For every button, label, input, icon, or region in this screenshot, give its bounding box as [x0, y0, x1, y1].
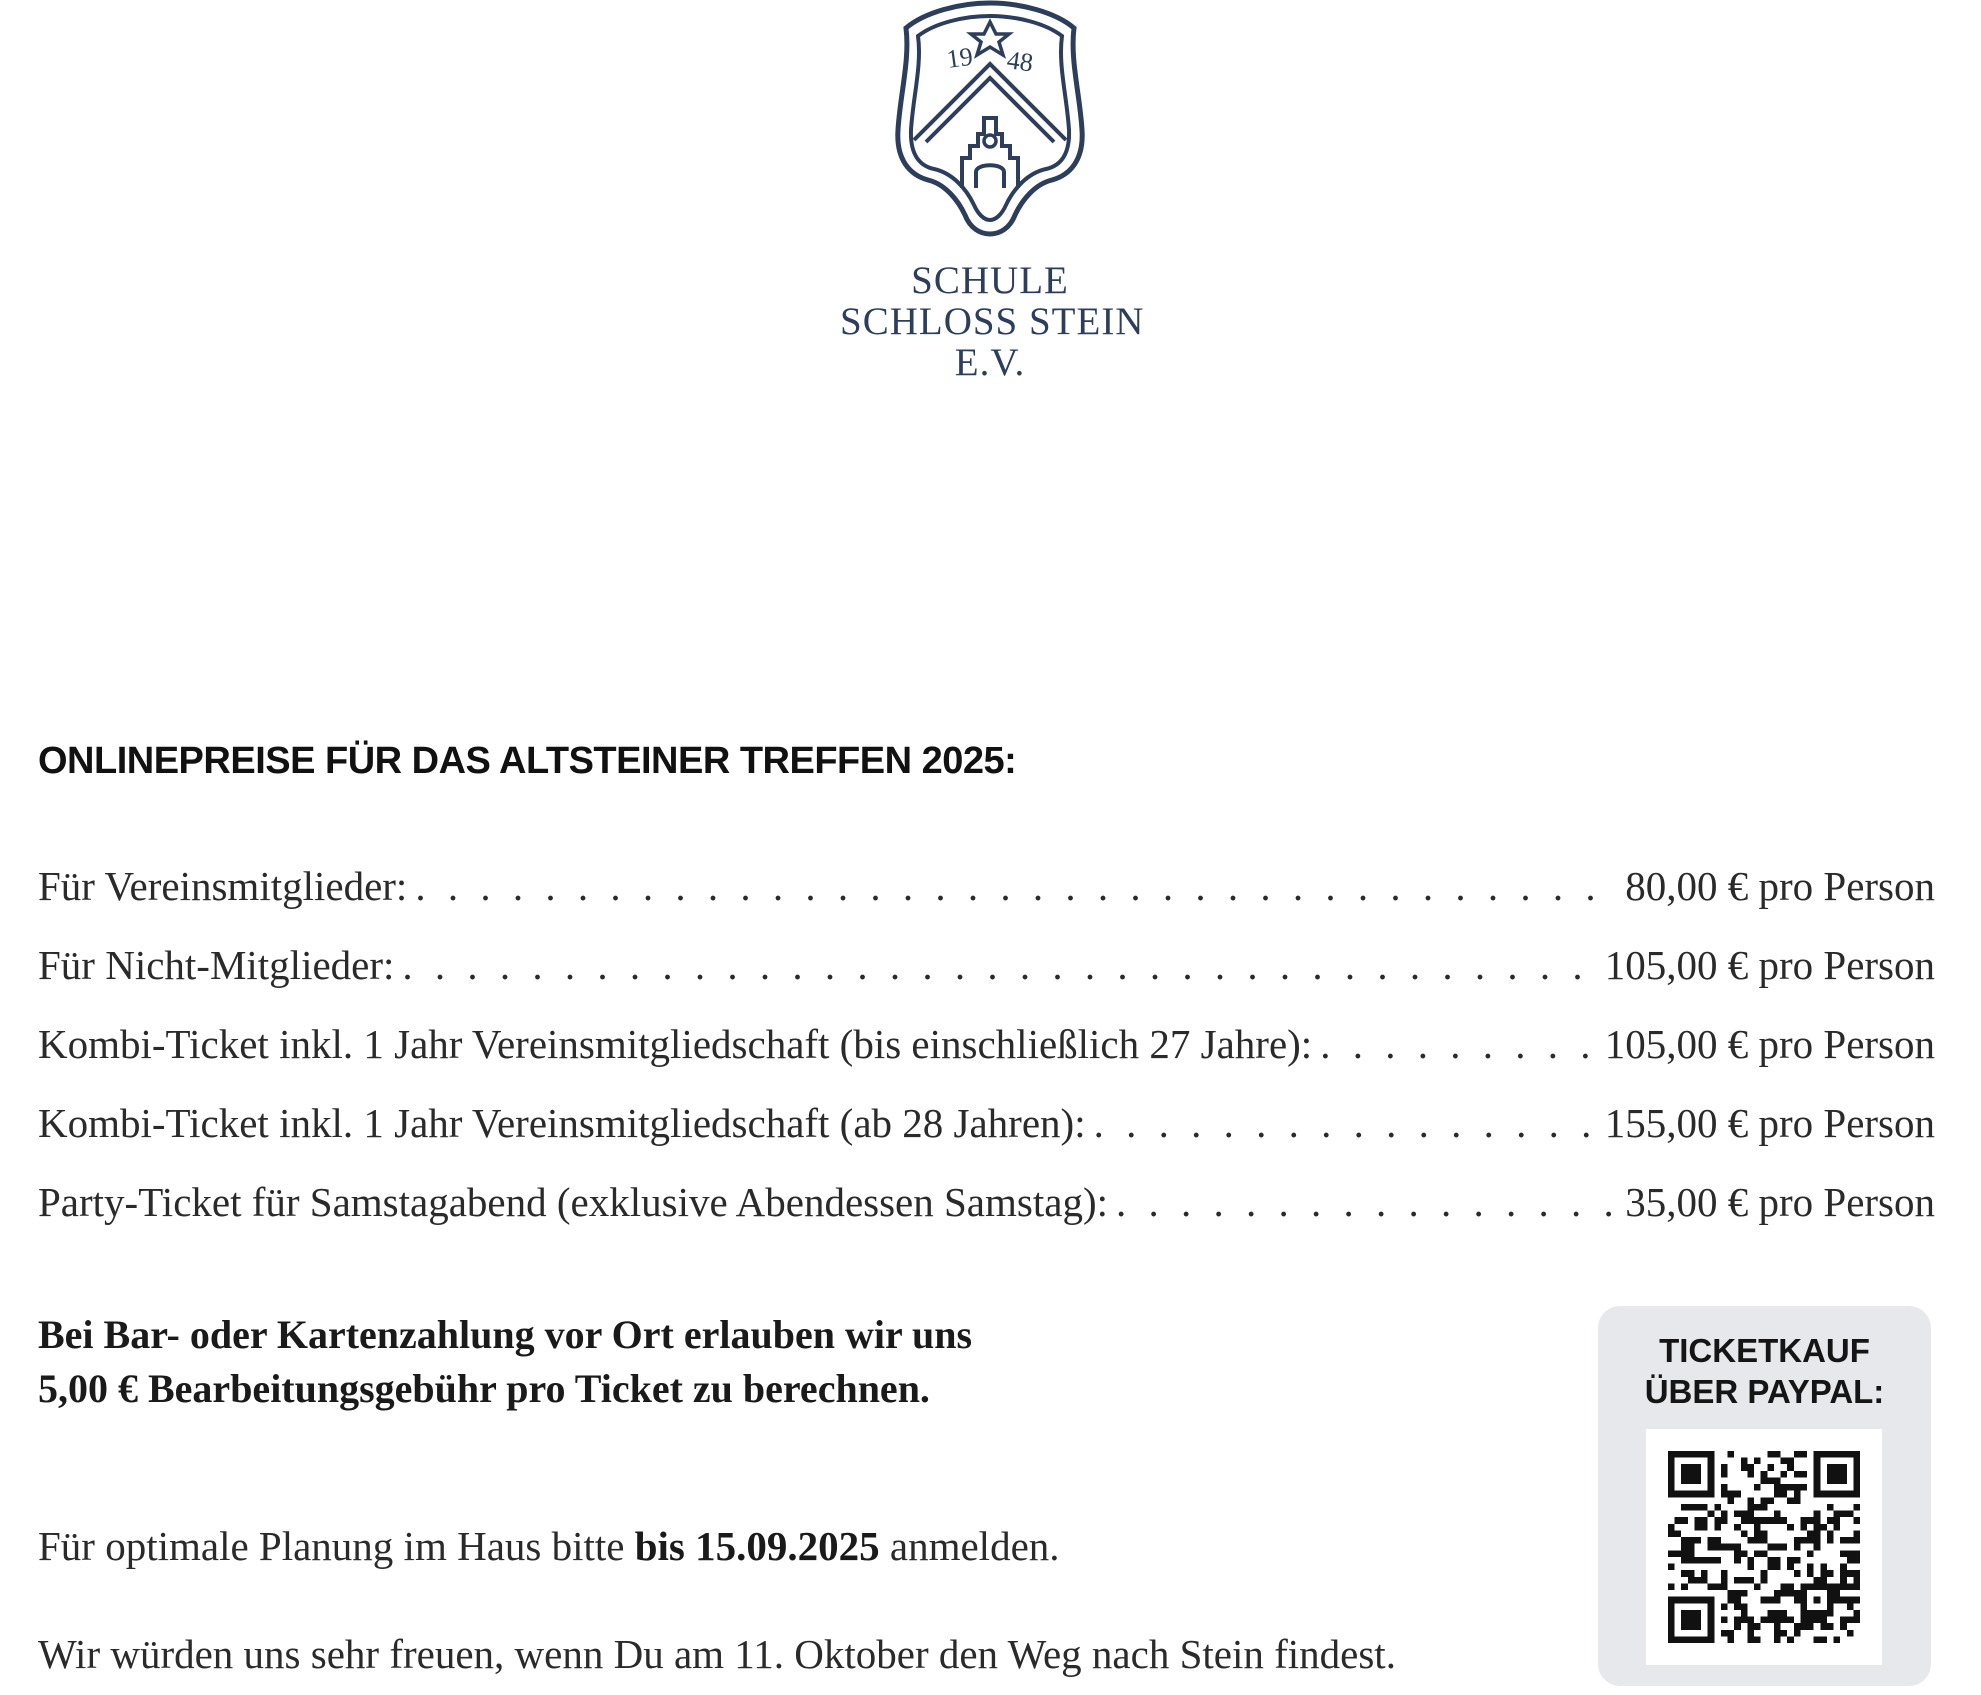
price-label: Für Vereinsmitglieder:	[38, 863, 408, 909]
logo-name-line1: SCHULE	[911, 259, 1069, 302]
price-row	[38, 1178, 1935, 1257]
school-logo	[840, 0, 1145, 390]
price-value: 80,00 € pro Person	[1625, 863, 1935, 909]
closing-text: Wir würden uns sehr freuen, wenn Du am 11. Oktober den Weg nach Stein findest.	[38, 1631, 1396, 1677]
price-value: 155,00 € pro Person	[1604, 1100, 1935, 1146]
planning-text-before: Für optimale Planung im Haus bitte	[38, 1523, 635, 1569]
dot-leader	[402, 941, 1596, 989]
logo-name-line2: SCHLOSS STEIN	[840, 300, 1145, 343]
logo-name-line3: E.V.	[954, 341, 1026, 384]
paypal-title	[1598, 1330, 1931, 1412]
year-right: 48	[1005, 45, 1035, 78]
dot-leader	[1320, 1020, 1597, 1068]
paypal-title-line1: TICKETKAUF	[1659, 1332, 1870, 1369]
paypal-title-line2: ÜBER PAYPAL:	[1644, 1373, 1885, 1410]
year-left: 19	[944, 41, 975, 74]
price-value: 35,00 € pro Person	[1625, 1179, 1935, 1225]
dot-leader	[415, 862, 1617, 910]
price-label: Party-Ticket für Samstagabend (exklusive Abendessen Samstag):	[38, 1179, 1108, 1225]
payment-note-line2: 5,00 € Bearbeitungsgebühr pro Ticket zu berechnen.	[38, 1366, 930, 1411]
price-label: Kombi-Ticket inkl. 1 Jahr Vereinsmitgliedschaft (bis einschließlich 27 Jahre):	[38, 1021, 1313, 1067]
payment-fee-note	[38, 1308, 1238, 1416]
planning-text-after: anmelden.	[879, 1523, 1060, 1569]
crest-icon	[890, 0, 1090, 240]
paypal-ticket-box	[1598, 1306, 1931, 1686]
price-value: 105,00 € pro Person	[1604, 1021, 1935, 1067]
price-value: 105,00 € pro Person	[1604, 942, 1935, 988]
qr-code-icon	[1668, 1451, 1860, 1643]
price-list	[38, 862, 1935, 1257]
qr-code[interactable]	[1646, 1429, 1882, 1665]
registration-deadline-note	[38, 1522, 1060, 1570]
price-row	[38, 1099, 1935, 1178]
page-title: ONLINEPREISE FÜR DAS ALTSTEINER TREFFEN 2025:	[38, 740, 1017, 782]
price-row	[38, 1020, 1935, 1099]
payment-note-line1: Bei Bar- oder Kartenzahlung vor Ort erlauben wir uns	[38, 1312, 973, 1357]
dot-leader	[1094, 1099, 1597, 1147]
price-row	[38, 941, 1935, 1020]
registration-deadline: bis 15.09.2025	[634, 1523, 880, 1569]
star-icon	[971, 22, 1009, 55]
price-row	[38, 862, 1935, 941]
price-label: Für Nicht-Mitglieder:	[38, 942, 395, 988]
dot-leader	[1116, 1178, 1617, 1226]
price-label: Kombi-Ticket inkl. 1 Jahr Vereinsmitgliedschaft (ab 28 Jahren):	[38, 1100, 1086, 1146]
